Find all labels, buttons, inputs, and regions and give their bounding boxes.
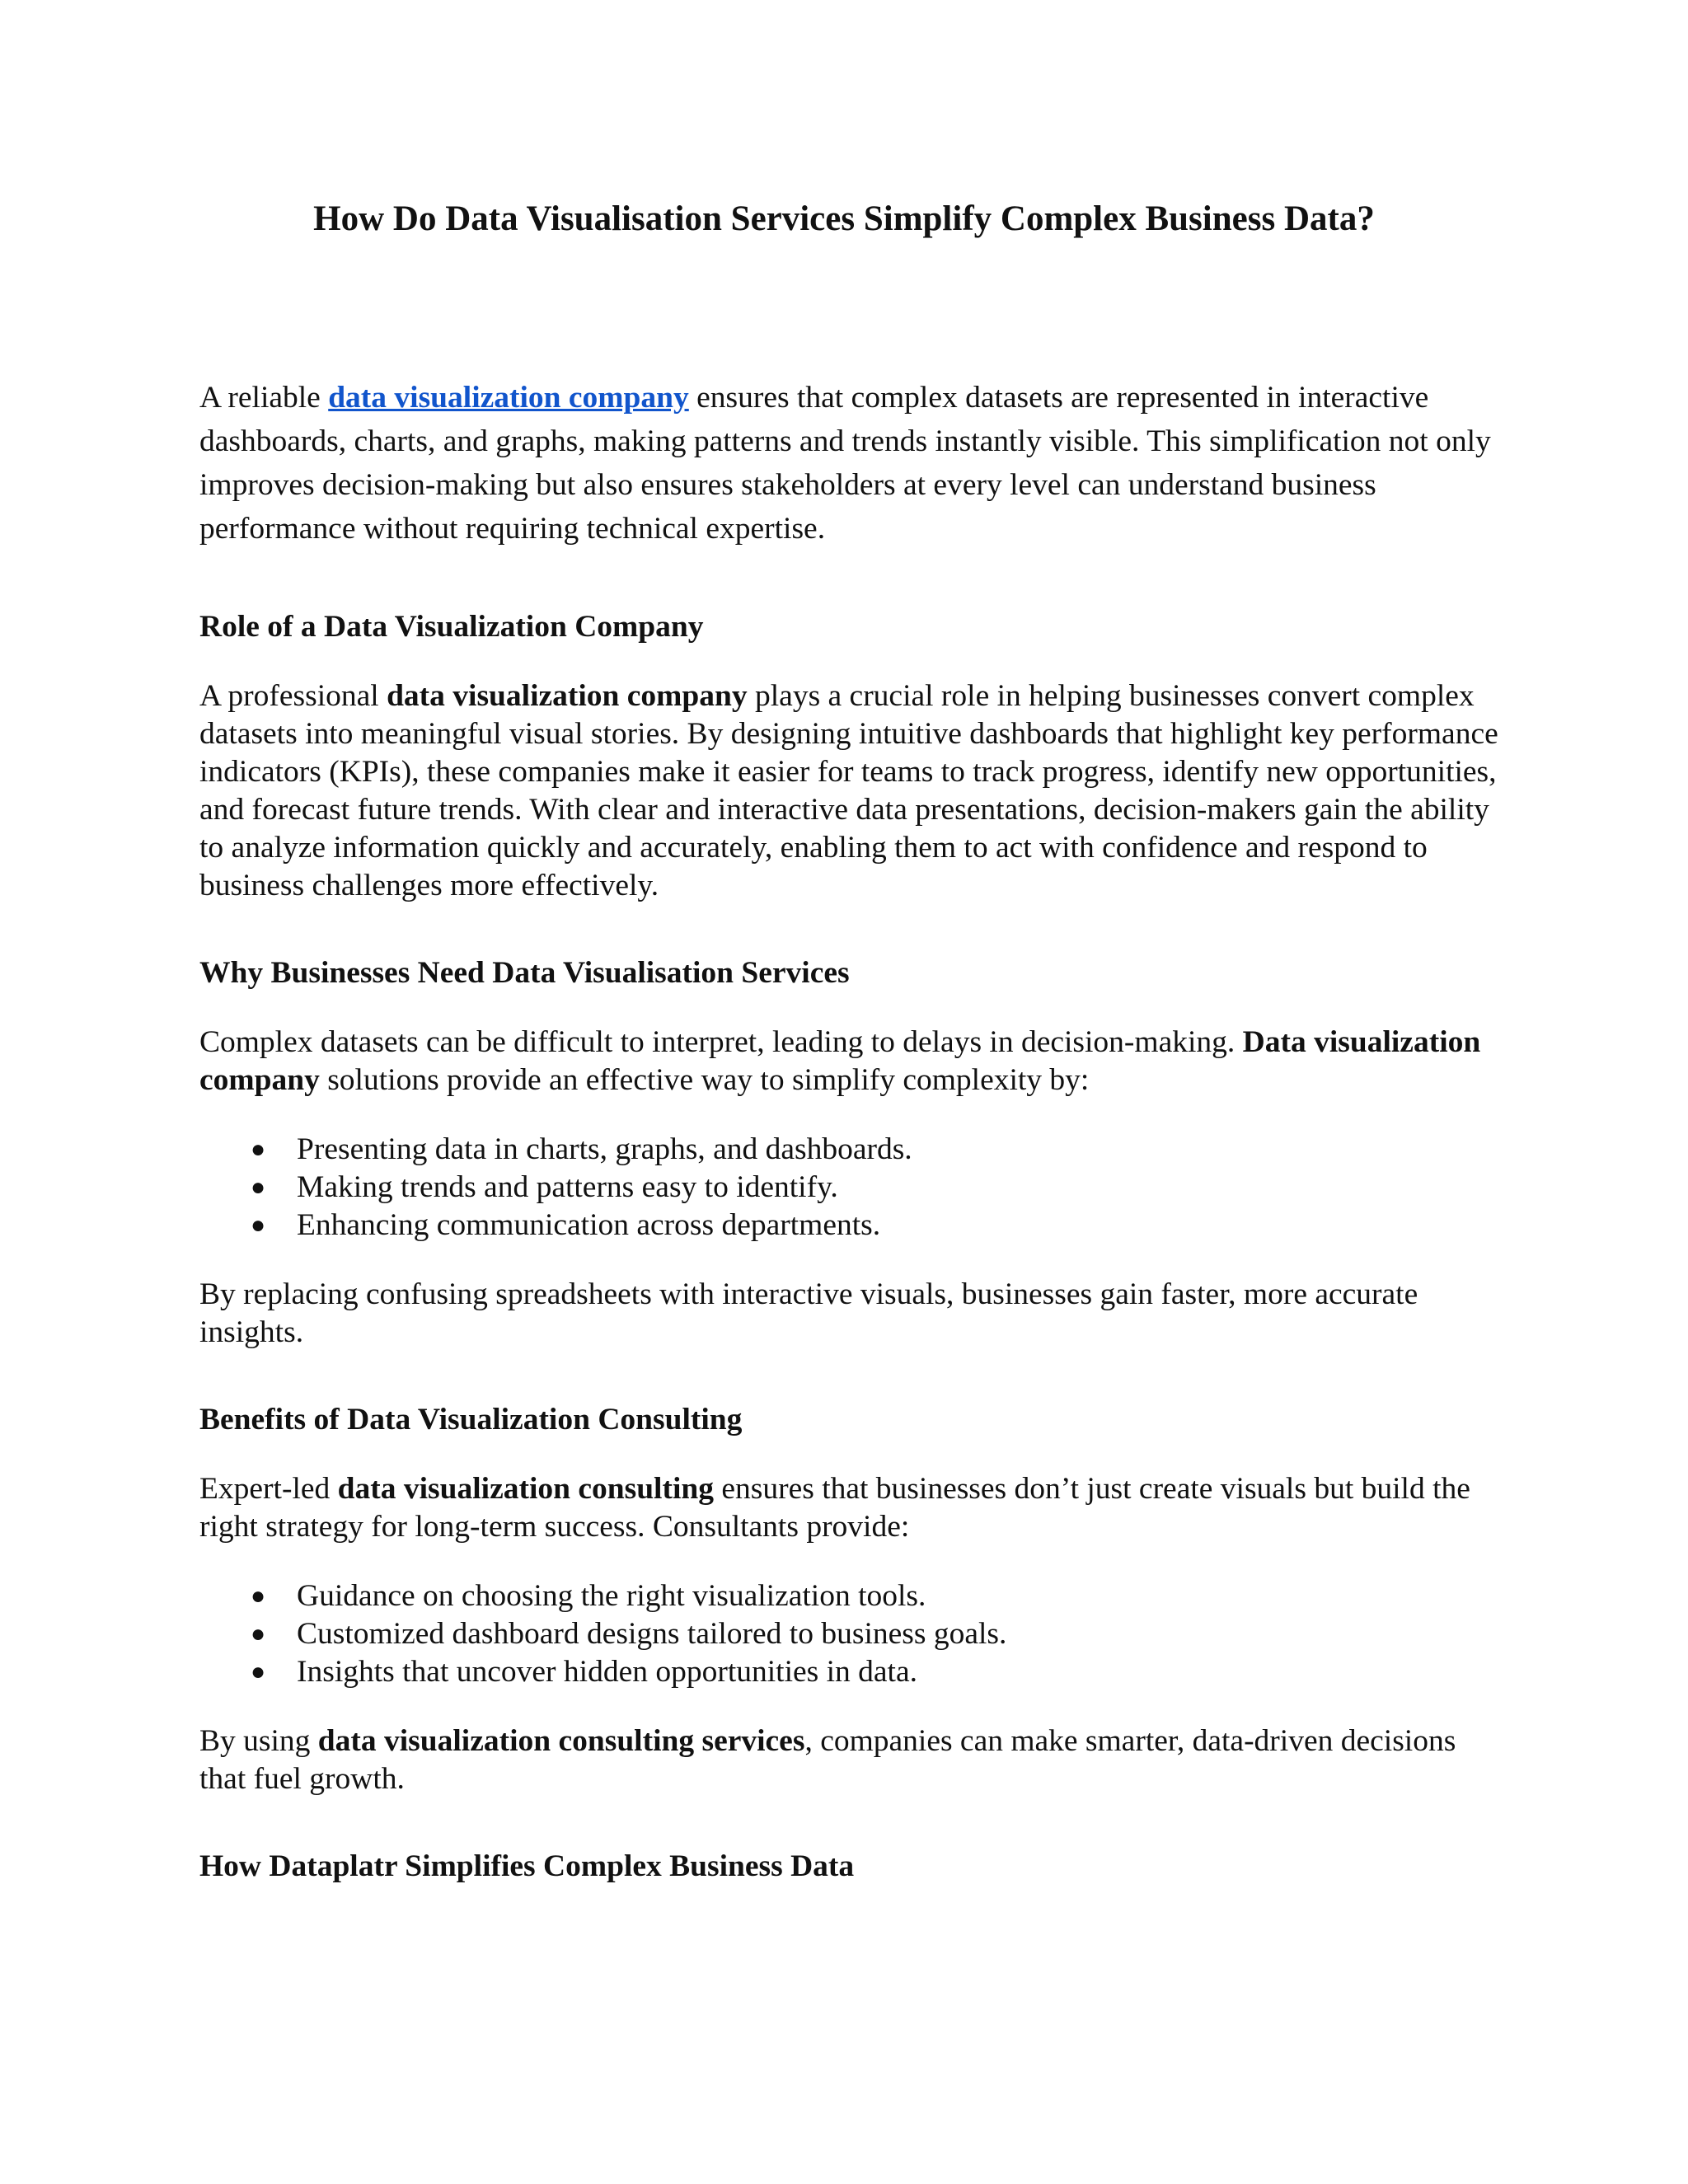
list-item — [199, 1169, 1502, 1207]
why-bold: Data visualization company — [199, 1025, 1481, 1097]
section-why — [199, 954, 1502, 1352]
bullet-icon: ● — [251, 1212, 266, 1239]
why-post: solutions provide an effective way to simplify complexity by: — [319, 1063, 1090, 1097]
list-item-text: Customized dashboard designs tailored to business goals. — [297, 1617, 1007, 1651]
list-item — [199, 1131, 1502, 1169]
list-item — [199, 1615, 1502, 1653]
document-body — [199, 376, 1502, 1886]
bullet-icon: ● — [251, 1136, 266, 1163]
section-role — [199, 608, 1502, 905]
benefits-pre: Expert-led — [199, 1472, 338, 1506]
why-pre: Complex datasets can be difficult to interpret, leading to delays in decision-making. — [199, 1025, 1243, 1059]
list-item-text: Making trends and patterns easy to identify. — [297, 1170, 838, 1204]
benefits-post: ensures that businesses don’t just create visuals but build the right strategy for long-term success. Consultants provide: — [199, 1472, 1470, 1544]
section-role-heading: Role of a Data Visualization Company — [199, 610, 704, 644]
role-post: plays a crucial role in helping businesses convert complex datasets into meaningful visual stories. By designing intuitive dashboards that highlight key performance indicators (KPIs), these companies make it easier for teams to track progress, identify new opportunities, and forecast future trends. With clear and interactive data presentations, decision-makers gain the ability to analyze information quickly and accurately, enabling them to act with confidence and respond to business challenges more effectively. — [199, 679, 1498, 902]
section-role-paragraph — [199, 677, 1502, 905]
benefits-closing-bold: data visualization consulting services — [317, 1724, 805, 1758]
section-dataplatr-heading: How Dataplatr Simplifies Complex Business Data — [199, 1849, 855, 1883]
benefits-bold: data visualization consulting — [337, 1472, 714, 1506]
list-item — [199, 1207, 1502, 1244]
section-benefits-heading: Benefits of Data Visualization Consulting — [199, 1403, 743, 1436]
data-visualization-company-link[interactable]: data visualization company — [328, 381, 689, 415]
intro-suffix: ensures that complex datasets are represented in interactive dashboards, charts, and graphs, making patterns and trends instantly visible. This simplification not only improves decision-making but also ensures stakeholders at every level can understand business performance without requiring technical expertise. — [199, 381, 1491, 546]
why-bullet-list — [199, 1131, 1502, 1244]
section-why-heading: Why Businesses Need Data Visualisation Services — [199, 956, 850, 990]
bullet-icon: ● — [251, 1582, 266, 1610]
section-dataplatr — [199, 1848, 1502, 1886]
section-benefits-paragraph — [199, 1470, 1502, 1546]
benefits-bullet-list — [199, 1577, 1502, 1691]
role-pre: A professional — [199, 679, 387, 713]
list-item-text: Enhancing communication across departments. — [297, 1208, 881, 1242]
intro-paragraph — [199, 376, 1502, 551]
document-title: How Do Data Visualisation Services Simplify Complex Business Data? — [313, 199, 1375, 238]
section-benefits-closing — [199, 1722, 1502, 1798]
bullet-icon: ● — [251, 1620, 266, 1647]
intro-prefix: A reliable — [199, 381, 329, 415]
section-why-closing: By replacing confusing spreadsheets with interactive visuals, businesses gain faster, more accurate insights. — [199, 1277, 1418, 1349]
section-why-paragraph — [199, 1024, 1502, 1099]
benefits-closing-pre: By using — [199, 1724, 318, 1758]
list-item-text: Guidance on choosing the right visualization tools. — [297, 1579, 926, 1613]
bullet-icon: ● — [251, 1174, 266, 1201]
benefits-closing-post: , companies can make smarter, data-driven decisions that fuel growth. — [199, 1724, 1456, 1796]
bullet-icon: ● — [251, 1658, 266, 1685]
list-item-text: Insights that uncover hidden opportunities in data. — [297, 1655, 917, 1689]
section-benefits — [199, 1401, 1502, 1798]
list-item — [199, 1577, 1502, 1615]
role-bold: data visualization company — [387, 679, 748, 713]
list-item — [199, 1653, 1502, 1691]
list-item-text: Presenting data in charts, graphs, and dashboards. — [297, 1132, 912, 1166]
